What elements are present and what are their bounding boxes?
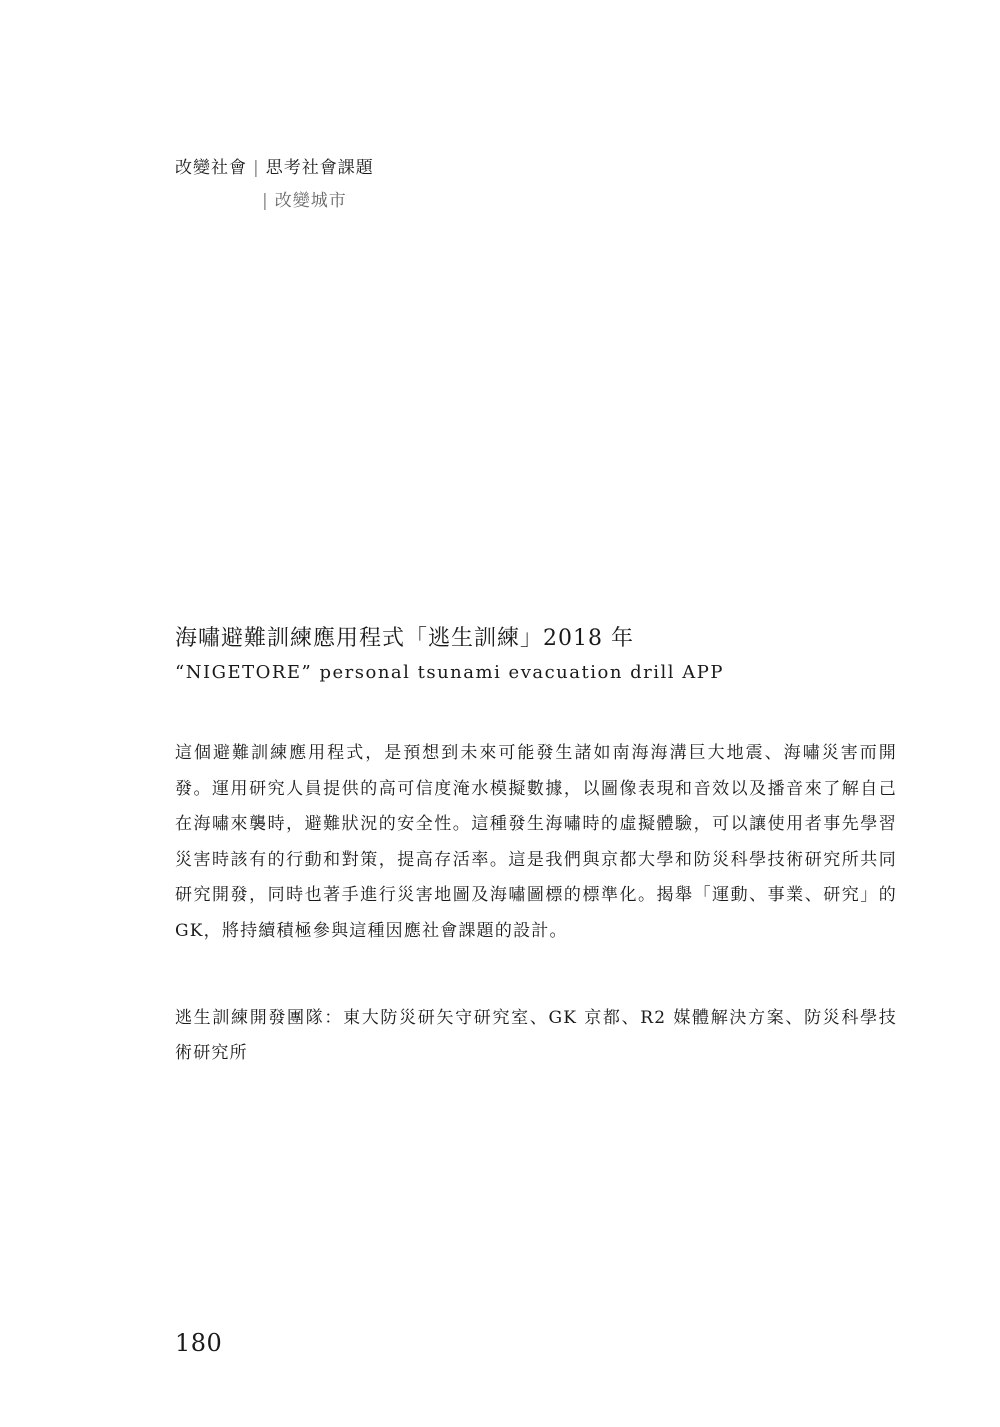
header-subsection: 改變城市 [274, 191, 347, 211]
article-title-block [175, 624, 875, 686]
header-chapter: 改變社會 [175, 158, 247, 178]
article-title-english: “NIGETORE” personal tsunami evacuation drill APP [175, 662, 724, 683]
header-section: 思考社會課題 [265, 158, 374, 178]
article-title-chinese: 海嘯避難訓練應用程式「逃生訓練」2018 年 [175, 626, 634, 651]
running-header [175, 156, 374, 213]
header-subseparator: | [262, 191, 269, 211]
page-number: 180 [175, 1329, 223, 1357]
header-separator: | [253, 158, 260, 178]
article-credits: 逃生訓練開發團隊：東大防災研矢守研究室、GK 京都、R2 媒體解決方案、防災科學技術研究所 [175, 1008, 897, 1063]
article-body: 這個避難訓練應用程式，是預想到未來可能發生諸如南海海溝巨大地震、海嘯災害而開發。運用研究人員提供的高可信度淹水模擬數據，以圖像表現和音效以及播音來了解自己在海嘯來襲時，避難狀況的安全性。這種發生海嘯時的虛擬體驗，可以讓使用者事先學習災害時該有的行動和對策，提高存活率。這是我們與京都大學和防災科學技術研究所共同研究開發，同時也著手進行災害地圖及海嘯圖標的標準化。揭舉「運動、事業、研究」的 GK，將持續積極參與這種因應社會課題的設計。 [175, 743, 897, 941]
header-secondary-row [175, 189, 374, 213]
header-primary-row [175, 156, 374, 180]
